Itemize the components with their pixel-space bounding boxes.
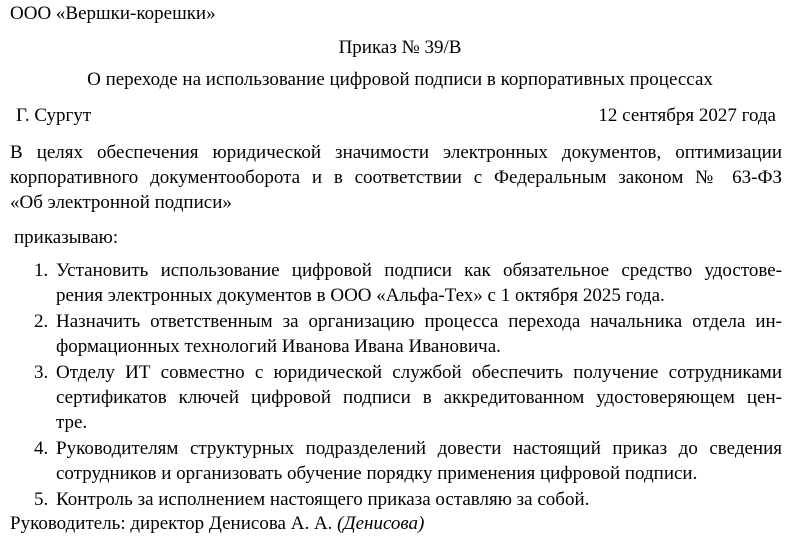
item-number: 4. [34,438,49,459]
handwritten-signature: (Денисова) [337,513,425,534]
preamble-line: корпоративного документооборота и в соответствии с Федеральным законом № 63-ФЗ [10,167,782,188]
item-line: Контроль за исполнением настоящего приказа оставляю за собой. [56,489,590,510]
item-number: 1. [34,260,49,281]
signature-block [10,512,424,536]
list-item [34,258,782,308]
city: Г. Сургут [16,105,92,126]
order-date: 12 сентября 2027 года [598,105,776,126]
item-line: тре. [56,412,88,433]
item-number: 2. [34,311,49,332]
item-line: сертификатов ключей цифровой подписи в аккредитованном удостоверяющем цен- [56,387,782,408]
item-line: Установить использование цифровой подписи как обязательное средство удостове- [56,260,782,281]
order-subject: О переходе на использование цифровой подписи в корпоративных процессах [87,69,713,90]
preamble-line: «Об электронной подписи» [10,192,232,213]
item-line: рения электронных документов в ООО «Альфа-Тех» с 1 октября 2025 года. [56,285,665,306]
order-items-list [34,258,782,513]
item-line: формационных технологий Иванова Ивана Ивановича. [56,336,501,357]
order-word: приказываю: [14,227,119,248]
preamble-line: В целях обеспечения юридической значимости электронных документов, оптимизации [10,142,782,163]
list-item [34,360,782,435]
item-number: 5. [34,489,49,510]
organization-name: ООО «Вершки-корешки» [10,3,216,24]
item-line: Назначить ответственным за организацию процесса перехода начальника отдела ин- [56,311,782,332]
order-number: Приказ № 39/В [338,37,462,58]
list-item [34,436,782,486]
item-line: сотрудников и организовать обучение порядку применения цифровой подписи. [56,463,698,484]
item-line: Руководителям структурных подразделений довести настоящий приказ до сведения [56,438,782,459]
list-item [34,309,782,359]
preamble [10,140,782,215]
item-number: 3. [34,362,49,383]
item-line: Отделу ИТ совместно с юридической службой обеспечить получение сотрудниками [56,362,782,383]
signature-label: Руководитель: директор Денисова А. А. [10,513,333,534]
list-item [34,487,782,512]
